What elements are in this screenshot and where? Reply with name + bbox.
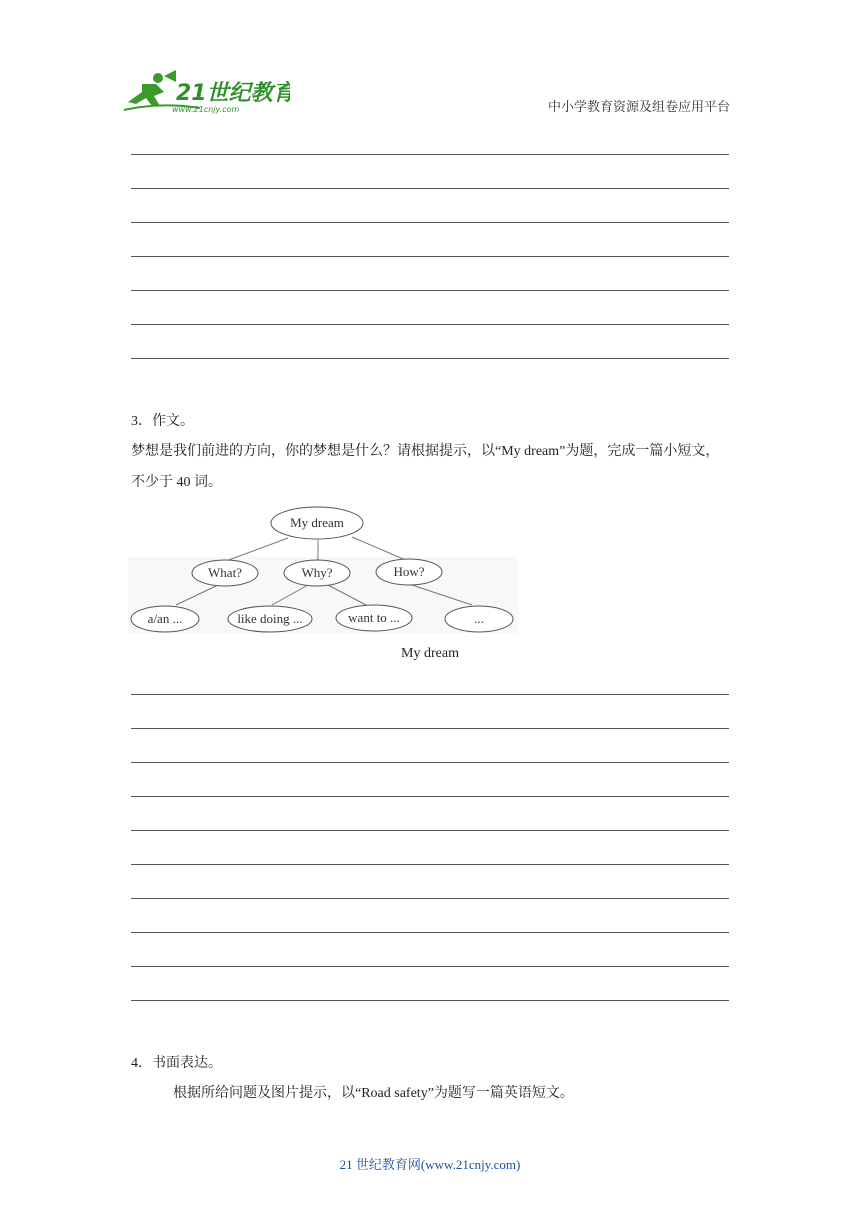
answer-line [131, 222, 729, 223]
answer-line [131, 188, 729, 189]
answer-line [131, 796, 729, 797]
answer-line [131, 324, 729, 325]
site-logo [120, 66, 290, 116]
answer-line [131, 1000, 729, 1001]
node-a-an-label: a/an ... [147, 611, 183, 626]
question-3-prompt: 梦想是我们前进的方向，你的梦想是什么？请根据提示，以“My dream”为题，完成一篇小短文，不少于 40 词。 [131, 444, 720, 490]
answer-line [131, 694, 729, 695]
runner-logo-icon [120, 66, 290, 116]
node-ellipsis-label: ... [474, 611, 484, 626]
footer-text: 21 世纪教育网(www.21cnjy.com) [339, 1157, 521, 1172]
node-want-to-label: want to ... [348, 610, 400, 625]
node-what-label: What? [208, 565, 242, 580]
answer-line [131, 358, 729, 359]
answer-line [131, 898, 729, 899]
answer-line [131, 864, 729, 865]
node-why-label: Why? [301, 565, 333, 580]
question-3-title: 3．作文。 [131, 414, 194, 429]
answer-line [131, 290, 729, 291]
node-like-doing-label: like doing ... [237, 611, 303, 626]
question-4-prompt: 根据所给问题及图片提示，以“Road safety”为题写一篇英语短文。 [173, 1086, 574, 1101]
answer-line [131, 728, 729, 729]
answer-line [131, 154, 729, 155]
answer-line [131, 932, 729, 933]
node-root-label: My dream [290, 515, 344, 530]
answer-line [131, 762, 729, 763]
answer-line [131, 830, 729, 831]
question-4-title: 4．书面表达。 [131, 1056, 222, 1071]
logo-url-text: www.21cnjy.com [172, 105, 240, 114]
node-how-label: How? [393, 564, 425, 579]
answer-line [131, 256, 729, 257]
answer-line [131, 966, 729, 967]
logo-main-text: 21世纪教育 [176, 81, 290, 106]
mind-map-diagram [128, 505, 518, 637]
header-platform-text: 中小学教育资源及组卷应用平台 [547, 99, 730, 114]
diagram-caption: My dream [401, 646, 459, 661]
